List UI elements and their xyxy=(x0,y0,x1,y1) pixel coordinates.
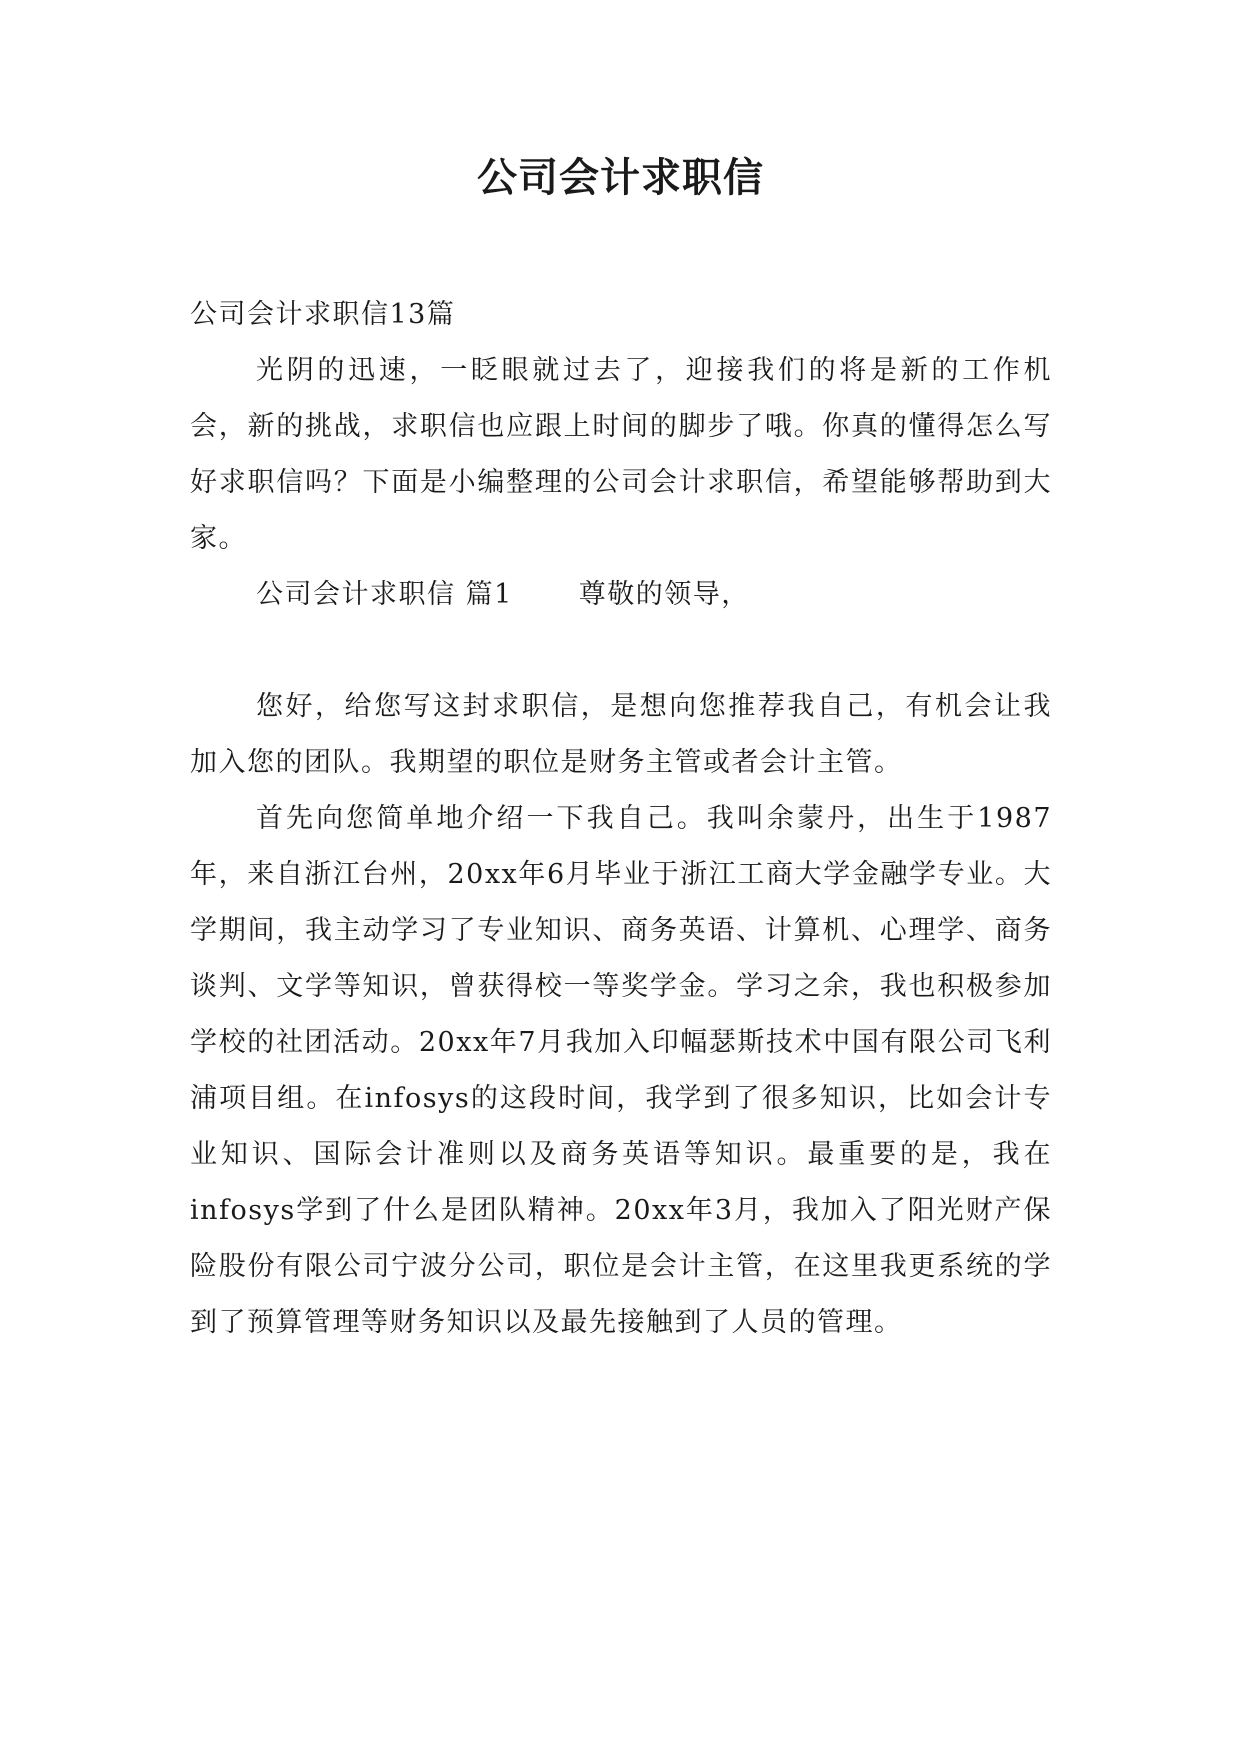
document-subtitle: 公司会计求职信13篇 xyxy=(190,299,456,330)
section-line xyxy=(190,567,1052,623)
document-title: 公司会计求职信 xyxy=(477,155,764,201)
salutation: 尊敬的领导， xyxy=(578,579,750,610)
section-heading: 公司会计求职信 篇1 xyxy=(256,579,513,610)
blank-line xyxy=(190,623,1052,679)
body-paragraph-1: 您好，给您写这封求职信，是想向您推荐我自己，有机会让我加入您的团队。我期望的职位是财务主管或者会计主管。 xyxy=(190,691,1052,778)
body-paragraph-2: 首先向您简单地介绍一下我自己。我叫余蒙丹，出生于1987年，来自浙江台州，20xx年6月毕业于浙江工商大学金融学专业。大学期间，我主动学习了专业知识、商务英语、计算机、心理学、商务谈判、文学等知识，曾获得校一等奖学金。学习之余，我也积极参加学校的社团活动。20xx年7月我加入印幅瑟斯技术中国有限公司飞利浦项目组。在infosys的这段时间，我学到了很多知识，比如会计专业知识、国际会计准则以及商务英语等知识。最重要的是，我在infosys学到了什么是团队精神。20xx年3月，我加入了阳光财产保险股份有限公司宁波分公司，职位是会计主管，在这里我更系统的学到了预算管理等财务知识以及最先接触到了人员的管理。 xyxy=(190,803,1052,1338)
intro-paragraph: 光阴的迅速，一眨眼就过去了，迎接我们的将是新的工作机会，新的挑战，求职信也应跟上时间的脚步了哦。你真的懂得怎么写好求职信吗？下面是小编整理的公司会计求职信，希望能够帮助到大家。 xyxy=(190,355,1052,554)
document-body xyxy=(190,287,1052,1351)
